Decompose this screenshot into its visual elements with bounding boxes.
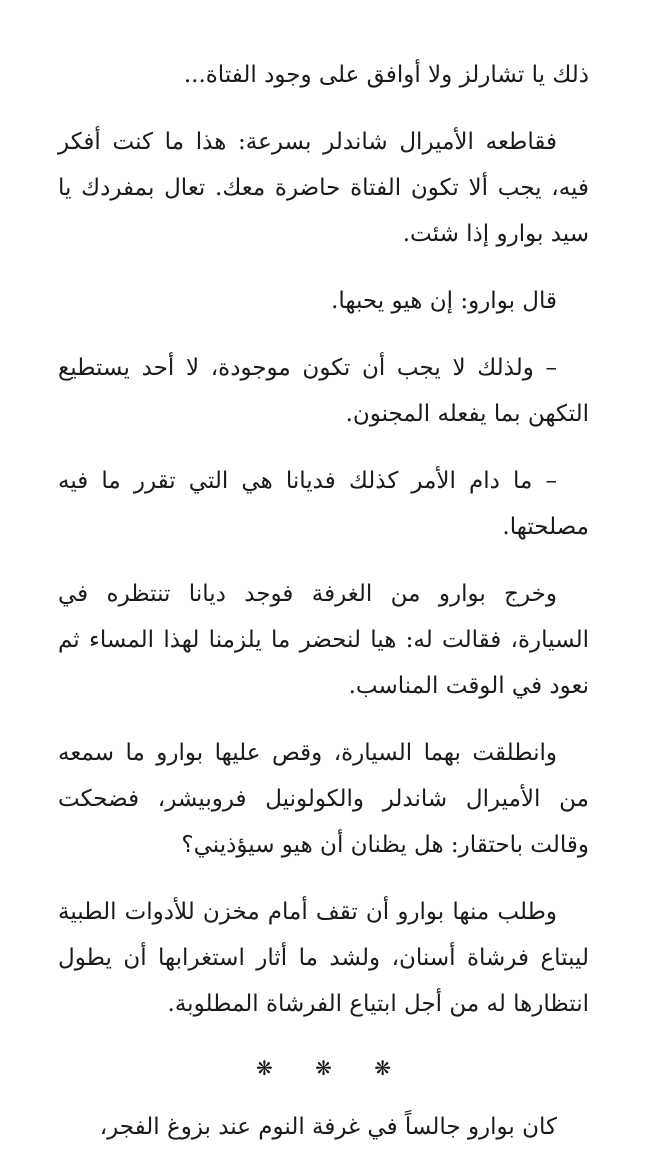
paragraph-last: كان بوارو جالساً في غرفة النوم عند بزوغ الفجر، bbox=[99, 1114, 557, 1140]
paragraph-8: وطلب منها بوارو أن تقف أمام مخزن للأدوات الطبية ليبتاع فرشاة أسنان، ولشد ما أثار استغرابها أن يطول انتظارها له من أجل ابتياع الفرشاة المطلوبة. bbox=[58, 899, 589, 1017]
paragraph-2: فقاطعه الأميرال شاندلر بسرعة: هذا ما كنت أفكر فيه، يجب ألا تكون الفتاة حاضرة معك. تعال بمفردك يا سيد بوارو إذا شئت. bbox=[58, 129, 589, 247]
paragraph-4: – ولذلك لا يجب أن تكون موجودة، لا أحد يستطيع التكهن بما يفعله المجنون. bbox=[58, 355, 589, 427]
paragraph-3: قال بوارو: إن هيو يحبها. bbox=[331, 288, 557, 314]
paragraph-1: ذلك يا تشارلز ولا أوافق على وجود الفتاة... bbox=[183, 62, 589, 88]
section-separator: ❋ ❋ ❋ bbox=[256, 1056, 409, 1080]
paragraph-5: – ما دام الأمر كذلك فديانا هي التي تقرر ما فيه مصلحتها. bbox=[58, 468, 589, 540]
paragraph-6: وخرج بوارو من الغرفة فوجد ديانا تنتظره في السيارة، فقالت له: هيا لنحضر ما يلزمنا لهذا المساء ثم نعود في الوقت المناسب. bbox=[58, 581, 589, 699]
paragraph-7: وانطلقت بهما السيارة، وقص عليها بوارو ما سمعه من الأميرال شاندلر والكولونيل فروبيشر، فضحكت وقالت باحتقار: هل يظنان أن هيو سيؤذيني؟ bbox=[58, 740, 589, 858]
